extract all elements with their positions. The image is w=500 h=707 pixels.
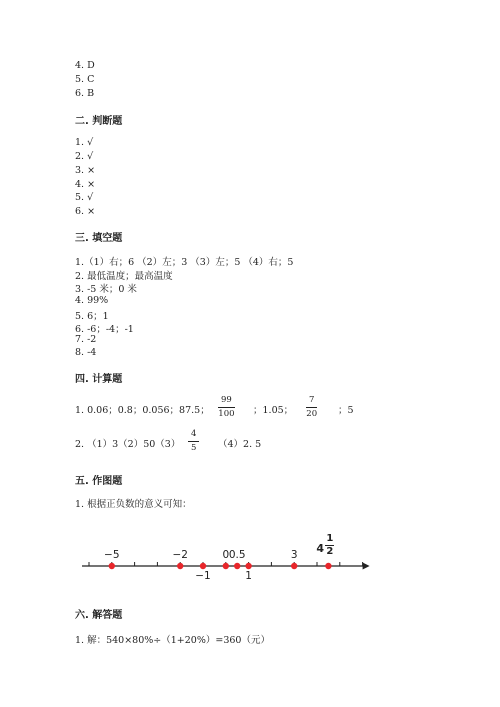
fraction-numerator: 99 — [218, 395, 235, 408]
number-line-label-below: −1 — [195, 570, 211, 582]
choice-answer-6: 6. B — [75, 88, 95, 99]
choice-answer-5: 5. C — [75, 74, 95, 85]
number-line-figure — [75, 528, 360, 586]
calc-answer-1-middle: ；1.05； — [253, 405, 294, 416]
fill-answer-6: 6. -6；-4；-1 — [75, 324, 134, 335]
judgement-answer-2: 2. √ — [75, 151, 94, 162]
number-line-arrow-icon — [363, 563, 370, 570]
section-heading-drawing: 五. 作图题 — [75, 476, 123, 487]
calc-answer-2-fraction — [188, 429, 199, 454]
judgement-answer-1: 1. √ — [75, 137, 94, 148]
number-line-label-below: 1 — [245, 570, 252, 582]
judgement-answer-4: 4. × — [75, 179, 96, 190]
mixed-number-fraction — [325, 534, 334, 557]
calc-answer-2-suffix: （4）2. 5 — [218, 439, 262, 450]
number-line-label-above: −2 — [172, 549, 188, 561]
fill-answer-4: 4. 99% — [75, 295, 109, 306]
drawing-answer-1-text: 1. 根据正负数的意义可知： — [75, 499, 192, 510]
fraction-denominator: 100 — [218, 409, 235, 419]
fill-answer-8: 8. -4 — [75, 347, 97, 358]
number-line-label-above: 0 — [222, 549, 230, 561]
fraction-denominator: 2 — [326, 546, 334, 557]
calc-answer-1-fraction-1 — [218, 395, 235, 420]
fraction-denominator: 5 — [191, 443, 197, 453]
number-line-label-above: −5 — [104, 549, 120, 561]
fraction-numerator: 4 — [188, 429, 199, 442]
judgement-answer-3: 3. × — [75, 165, 96, 176]
section-heading-fill-blank: 三. 填空题 — [75, 233, 123, 244]
fill-answer-1: 1.（1）右；6 （2）左；3 （3）左；5 （4）右；5 — [75, 257, 294, 268]
fraction-numerator: 1 — [326, 533, 334, 544]
section-heading-calculation: 四. 计算题 — [75, 374, 123, 385]
fill-answer-5: 5. 6；1 — [75, 311, 109, 322]
calc-answer-1-prefix: 1. 0.06；0.8；0.056；87.5； — [75, 405, 210, 416]
number-line-label-above: 0.5 — [228, 549, 246, 561]
judgement-answer-6: 6. × — [75, 206, 96, 217]
fill-answer-2: 2. 最低温度；最高温度 — [75, 271, 173, 282]
mixed-number-whole: 4 — [316, 542, 325, 555]
section-heading-application: 六. 解答题 — [75, 610, 123, 621]
fill-answer-3: 3. -5 米；0 米 — [75, 284, 137, 295]
fill-answer-7: 7. -2 — [75, 334, 97, 345]
fraction-denominator: 20 — [306, 409, 318, 419]
calc-answer-2-prefix: 2. （1）3（2）50（3） — [75, 439, 181, 450]
application-answer-1: 1. 解：540×80%÷（1+20%）=360（元） — [75, 635, 270, 646]
section-heading-judgement: 二. 判断题 — [75, 116, 123, 127]
judgement-answer-5: 5. √ — [75, 192, 94, 203]
calc-answer-1-suffix: ；5 — [338, 405, 354, 416]
choice-answer-4: 4. D — [75, 60, 95, 71]
fraction-numerator: 7 — [306, 395, 317, 408]
calc-answer-1-fraction-2 — [306, 395, 317, 420]
number-line-label-above: 3 — [290, 549, 298, 561]
